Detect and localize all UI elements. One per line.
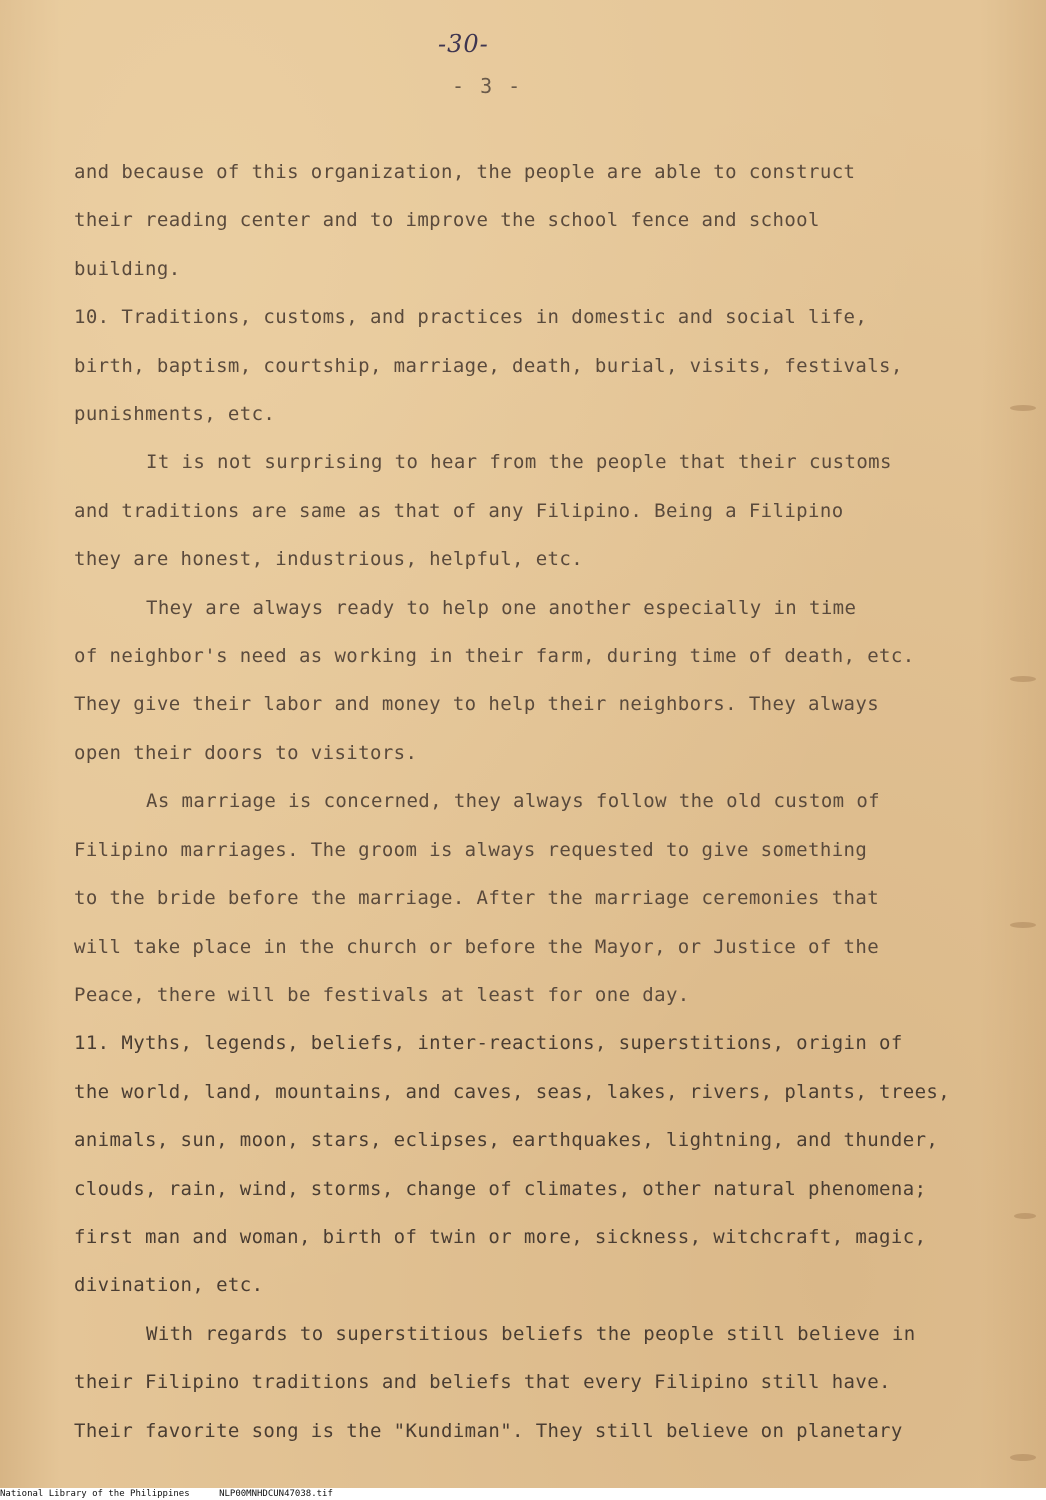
paragraph-start: As marriage is concerned, they always follow the old custom of — [146, 790, 881, 813]
text-line: their Filipino traditions and beliefs that every Filipino still have. — [74, 1371, 891, 1394]
text-line: animals, sun, moon, stars, eclipses, earthquakes, lightning, and thunder, — [74, 1129, 939, 1152]
handwritten-page-number: -30- — [438, 30, 489, 58]
text-line: will take place in the church or before the Mayor, or Justice of the — [74, 935, 880, 958]
text-line: to the bride before the marriage. After the marriage ceremonies that — [74, 887, 880, 910]
text-line: They give their labor and money to help their neighbors. They always — [74, 693, 880, 716]
text-line: the world, land, mountains, and caves, seas, lakes, rivers, plants, trees, — [74, 1080, 951, 1103]
footer-source: National Library of the Philippines — [0, 1489, 190, 1499]
section-heading-10: 10. Traditions, customs, and practices in domestic and social life, — [74, 306, 868, 329]
paragraph-start: They are always ready to help one another especially in time — [146, 596, 857, 619]
text-line: building. — [74, 257, 181, 280]
text-line: birth, baptism, courtship, marriage, death, burial, visits, festivals, — [74, 354, 903, 377]
typed-page-number: - 3 - — [452, 74, 523, 98]
text-line: their reading center and to improve the school fence and school — [74, 209, 820, 232]
section-heading-11: 11. Myths, legends, beliefs, inter-reactions, superstitions, origin of — [74, 1032, 903, 1055]
paper-stain — [1010, 405, 1036, 411]
paper-stain — [1010, 922, 1036, 928]
text-line: and traditions are same as that of any Filipino. Being a Filipino — [74, 499, 844, 522]
text-line: they are honest, industrious, helpful, etc. — [74, 548, 584, 571]
footer-file-name: NLP00MNHDCUN47038.tif — [219, 1489, 333, 1499]
text-line: Filipino marriages. The groom is always requested to give something — [74, 838, 868, 861]
text-line: Their favorite song is the "Kundiman". They still believe on planetary — [74, 1419, 903, 1442]
scan-footer — [0, 1488, 1046, 1500]
paper-stain — [1010, 676, 1036, 682]
text-line: clouds, rain, wind, storms, change of climates, other natural phenomena; — [74, 1177, 927, 1200]
text-line: punishments, etc. — [74, 403, 276, 426]
paragraph-start: With regards to superstitious beliefs the people still believe in — [146, 1322, 916, 1345]
text-line: divination, etc. — [74, 1274, 264, 1297]
paragraph-start: It is not surprising to hear from the people that their customs — [146, 451, 892, 474]
document-body — [74, 148, 974, 1455]
paper-stain — [1014, 1213, 1036, 1219]
text-line: first man and woman, birth of twin or more, sickness, witchcraft, magic, — [74, 1225, 927, 1248]
paper-stain — [1010, 1454, 1036, 1461]
text-line: open their doors to visitors. — [74, 741, 418, 764]
text-line: and because of this organization, the people are able to construct — [74, 161, 856, 183]
text-line: Peace, there will be festivals at least for one day. — [74, 983, 690, 1006]
text-line: of neighbor's need as working in their farm, during time of death, etc. — [74, 645, 915, 668]
